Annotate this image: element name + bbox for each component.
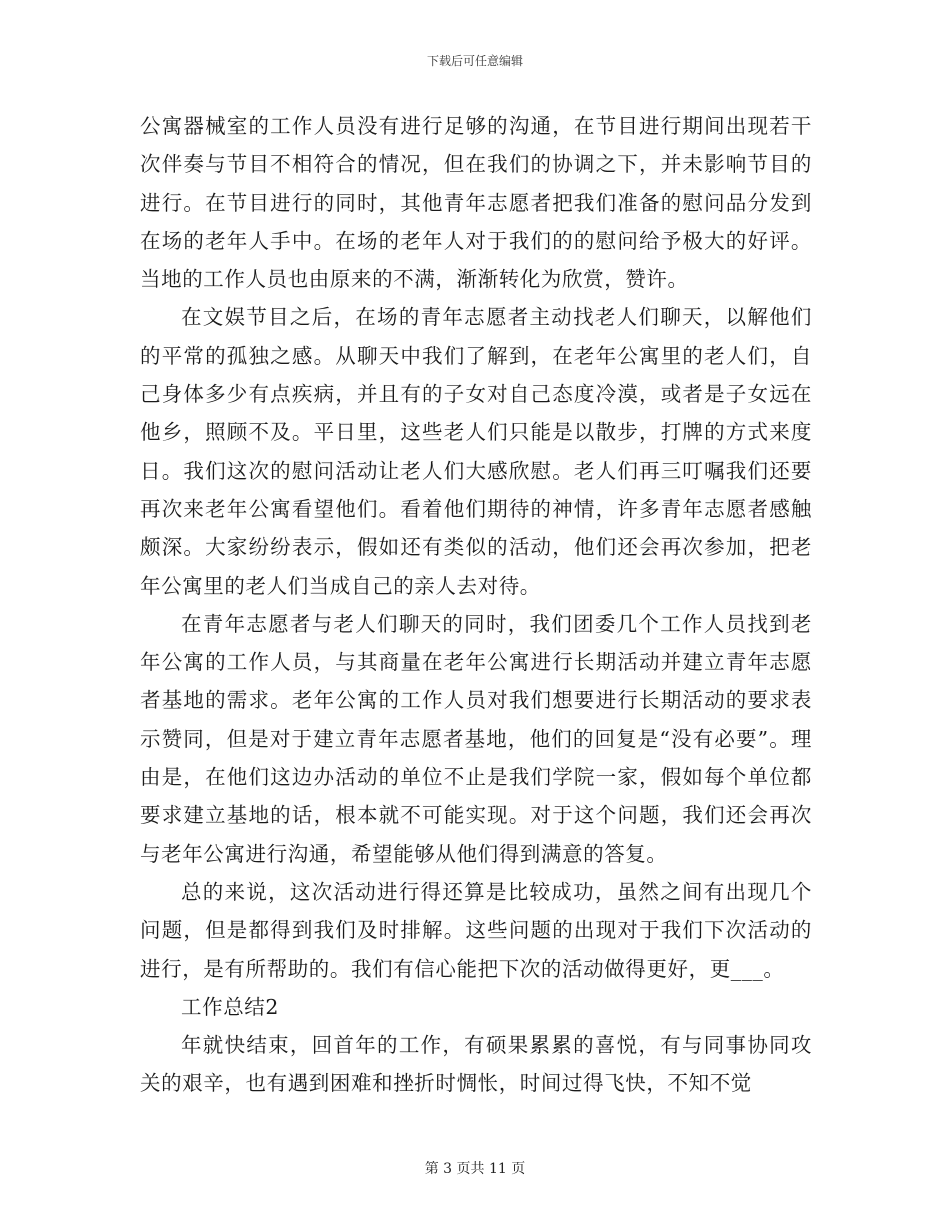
page-header: 下载后可任意编辑	[426, 54, 523, 68]
body-paragraph-1: 公寓器械室的工作人员没有进行足够的沟通，在节目进行期间出现若干次伴奏与节目不相符合的情况，但在我们的协调之下，并未影响节目的进行。在节目进行的同时，其他青年志愿者把我们准备的慰问品分发到在场的老年人手中。在场的老年人对于我们的的慰问给予极大的好评。当地的工作人员也由原来的不满，渐渐转化为欣赏，赞许。	[140, 114, 812, 292]
page-footer: 第 3 页共 11 页	[424, 1161, 526, 1177]
body-paragraph-5: 年就快结束，回首年的工作，有硕果累累的喜悦，有与同事协同攻关的艰辛，也有遇到困难和挫折时惆怅，时间过得飞快，不知不觉	[140, 1033, 812, 1096]
body-paragraph-3: 在青年志愿者与老人们聊天的同时，我们团委几个工作人员找到老年公寓的工作人员，与其商量在老年公寓进行长期活动并建立青年志愿者基地的需求。老年公寓的工作人员对我们想要进行长期活动的要求表示赞同，但是对于建立青年志愿者基地，他们的回复是“没有必要”。理由是，在他们这边办活动的单位不止是我们学院一家，假如每个单位都要求建立基地的话，根本就不可能实现。对于这个问题，我们还会再次与老年公寓进行沟通，希望能够从他们得到满意的答复。	[140, 611, 812, 866]
section-heading: 工作总结2	[181, 994, 280, 1019]
document-body	[140, 107, 812, 1103]
body-paragraph-4: 总的来说，这次活动进行得还算是比较成功，虽然之间有出现几个问题，但是都得到我们及时排解。这些问题的出现对于我们下次活动的进行，是有所帮助的。我们有信心能把下次的活动做得更好，更___。	[140, 879, 812, 981]
body-paragraph-2: 在文娱节目之后，在场的青年志愿者主动找老人们聊天，以解他们的平常的孤独之感。从聊天中我们了解到，在老年公寓里的老人们，自己身体多少有点疾病，并且有的子女对自己态度冷漠，或者是子女远在他乡，照顾不及。平日里，这些老人们只能是以散步，打牌的方式来度日。我们这次的慰问活动让老人们大感欣慰。老人们再三叮嘱我们还要再次来老年公寓看望他们。看着他们期待的神情，许多青年志愿者感触颇深。大家纷纷表示，假如还有类似的活动，他们还会再次参加，把老年公寓里的老人们当成自己的亲人去对待。	[140, 305, 812, 598]
